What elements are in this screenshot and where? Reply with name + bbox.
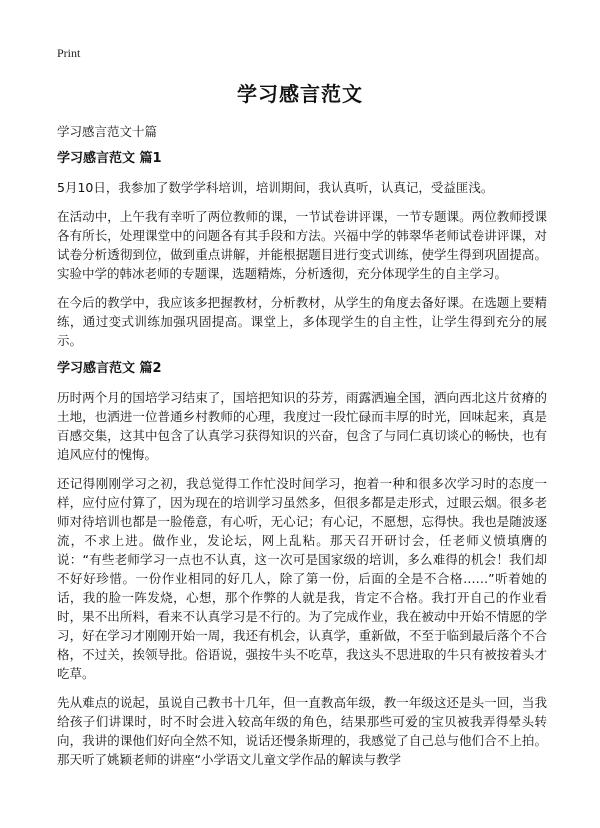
section-heading: 学习感言范文 篇2 bbox=[57, 361, 162, 376]
section-2 bbox=[57, 360, 547, 769]
paragraph: 先从难点的说起，虽说自己教书十几年，但一直教高年级，教一年级这还是头一回，当我给孩子们讲课时，时不时会进入较高年级的角色，结果那些可爱的宝贝被我弄得晕头转向，我讲的课他们好向全然不知，说话还慢条斯理的，我感觉了自己总与他们合不上拍。那天听了姚颖老师的讲座“小学语文儿童文学作品的解读与教学 bbox=[57, 695, 547, 767]
paragraph: 历时两个月的国培学习结束了，国培把知识的芬芳，雨露洒遍全国，洒向西北这片贫瘠的土地，也洒进一位普通乡村教师的心理，我度过一段忙碌而丰厚的时光，回味起来，真是百感交集，这其中包含了认真学习获得知识的兴奋，包含了与同仁真切谈心的畅快，也有追风应付的愧悔。 bbox=[57, 390, 547, 462]
page-subtitle: 学习感言范文十篇 bbox=[57, 124, 158, 139]
section-heading: 学习感言范文 篇1 bbox=[57, 151, 162, 166]
paragraph: 还记得刚刚学习之初，我总觉得工作忙没时间学习，抱着一种和很多次学习时的态度一样，应付应付算了，因为现在的培训学习虽然多，但很多都是走形式，过眼云烟。很多老师对待培训也都是一脸倦意，有心听，无心记；有心记，不愿想，忘得快。我也是随波逐流，不求上进。做作业，发论坛，网上乱粘。那天召开研讨会，任老师义愤填膺的说：“有些老师学习一点也不认真，这一次可是国家级的培训，多么难得的机会！我们却不好好珍惜。一份作业相同的好几人，除了第一份，后面的全是不合格……”听着她的话，我的脸一阵发烧，心想，那个作弊的人就是我，肯定不合格。我打开自己的作业看时，果不出所料，看来不认真学习是不行的。为了完成作业，我在被动中开始不情愿的学习，好在学习才刚刚开始一周，我还有机会，认真学，重新做，不至于临到最后落个不合格，不过关，挨领导批。俗语说，强按牛头不吃草，我这头不思进取的牛只有被按着头才吃草。 bbox=[57, 476, 547, 681]
paragraph: 在今后的教学中，我应该多把握教材，分析教材，从学生的角度去备好课。在选题上要精练，通过变式训练加强巩固提高。课堂上，多体现学生的自主性，让学生得到充分的展示。 bbox=[57, 295, 547, 348]
print-label: Print bbox=[57, 46, 81, 60]
section-1 bbox=[57, 150, 547, 350]
document-body bbox=[57, 150, 547, 779]
paragraph: 5月10日，我参加了数学学科培训，培训期间，我认真听，认真记，受益匪浅。 bbox=[57, 180, 494, 195]
page-title: 学习感言范文 bbox=[237, 82, 363, 106]
paragraph: 在活动中，上午我有幸听了两位教师的课，一节试卷讲评课，一节专题课。两位教师授课各有所长，处理课堂中的问题各有其手段和方法。兴福中学的韩翠华老师试卷讲评课，对试卷分析透彻到位，做到重点讲解，并能根据题目进行变式训练，使学生得到巩固提高。实验中学的韩冰老师的专题课，选题精炼，分析透彻，充分体现学生的自主学习。 bbox=[57, 209, 547, 281]
